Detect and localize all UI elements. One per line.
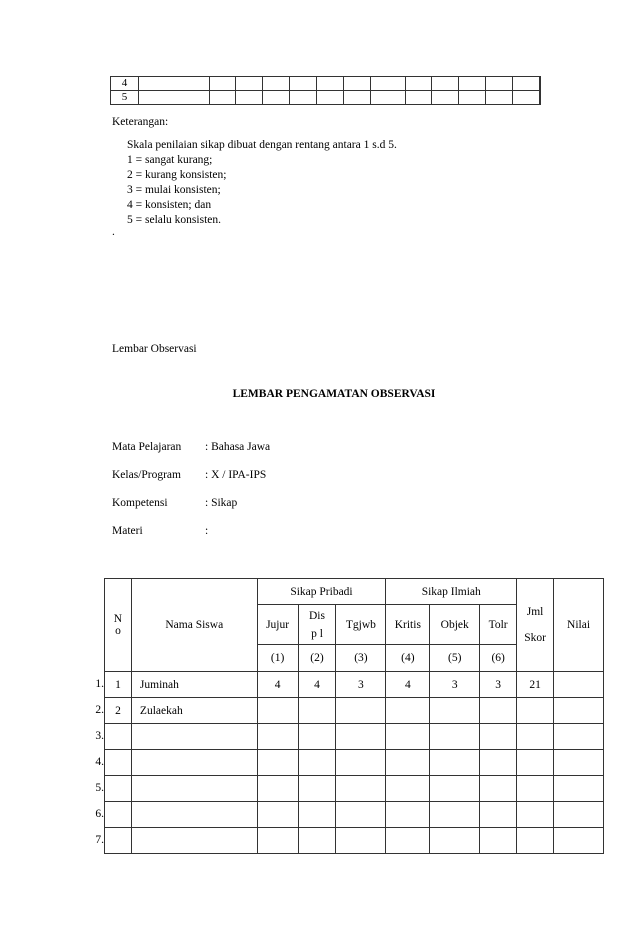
score-cell — [430, 828, 480, 854]
score-cell — [336, 724, 386, 750]
score-cell — [480, 698, 517, 724]
row-number-cell — [105, 724, 132, 750]
score-cell: 3 — [430, 672, 480, 698]
code-cell: (3) — [336, 645, 386, 672]
jml-skor-cell: 21 — [517, 672, 554, 698]
outer-row-number: 7. — [95, 834, 104, 846]
jml-skor-cell — [517, 750, 554, 776]
info-label: Mata Pelajaran — [112, 441, 182, 453]
student-name-cell — [131, 776, 257, 802]
score-cell: 4 — [386, 672, 430, 698]
score-cell — [386, 776, 430, 802]
score-cell — [480, 828, 517, 854]
score-cell — [257, 828, 298, 854]
score-cell — [430, 724, 480, 750]
outer-row-number: 1. — [95, 678, 104, 690]
row-number: 5 — [111, 91, 139, 105]
info-value: : Bahasa Jawa — [205, 441, 271, 453]
table-row — [105, 672, 604, 698]
score-cell — [480, 724, 517, 750]
score-cell — [298, 828, 336, 854]
no-header: N o — [105, 579, 132, 672]
outer-row-number: 2. — [95, 704, 104, 716]
score-scale-table — [110, 76, 541, 105]
student-name-cell: Juminah — [131, 672, 257, 698]
info-label: Kompetensi — [112, 497, 168, 509]
info-label: Kelas/Program — [112, 469, 181, 481]
student-name-cell — [131, 802, 257, 828]
keterangan-title: Keterangan: — [112, 116, 169, 128]
score-cell — [386, 802, 430, 828]
score-cell: 4 — [298, 672, 336, 698]
table-row — [105, 776, 604, 802]
score-cell — [298, 750, 336, 776]
score-cell — [386, 828, 430, 854]
table-row — [111, 91, 541, 105]
sub-header: Disp l — [298, 605, 336, 645]
table-row — [105, 828, 604, 854]
score-cell: 4 — [257, 672, 298, 698]
nilai-cell — [554, 776, 604, 802]
score-cell — [298, 776, 336, 802]
keterangan-line: 4 = konsisten; dan — [127, 199, 212, 211]
score-cell — [298, 802, 336, 828]
table-row — [111, 77, 541, 91]
jml-skor-cell — [517, 698, 554, 724]
row-number-cell: 1 — [105, 672, 132, 698]
score-cell — [386, 724, 430, 750]
name-header: Nama Siswa — [131, 579, 257, 672]
keterangan-line: 5 = selalu konsisten. — [127, 214, 222, 226]
sub-header: Objek — [430, 605, 480, 645]
nilai-cell — [554, 672, 604, 698]
row-number: 4 — [111, 77, 139, 91]
page-title: LEMBAR PENGAMATAN OBSERVASI — [232, 388, 436, 400]
table-row — [105, 750, 604, 776]
info-value: : Sikap — [205, 497, 238, 509]
score-cell — [430, 750, 480, 776]
score-cell — [386, 698, 430, 724]
section-label: Lembar Observasi — [112, 343, 197, 355]
code-cell: (2) — [298, 645, 336, 672]
jml-skor-cell — [517, 828, 554, 854]
score-cell — [257, 724, 298, 750]
dot-mark: . — [112, 226, 115, 238]
row-number-cell: 2 — [105, 698, 132, 724]
score-cell — [480, 802, 517, 828]
student-name-cell: Zulaekah — [131, 698, 257, 724]
header-row — [105, 579, 604, 605]
nilai-cell — [554, 698, 604, 724]
info-row-materi — [112, 525, 208, 537]
info-row-kompetensi — [112, 497, 237, 509]
score-cell — [257, 802, 298, 828]
sub-header: Jujur — [257, 605, 298, 645]
score-cell — [336, 776, 386, 802]
student-name-cell — [131, 750, 257, 776]
score-cell — [298, 724, 336, 750]
code-cell: (4) — [386, 645, 430, 672]
table-row — [105, 724, 604, 750]
sub-header: Tgjwb — [336, 605, 386, 645]
nilai-cell — [554, 802, 604, 828]
score-cell — [480, 750, 517, 776]
student-name-cell — [131, 828, 257, 854]
score-cell: 3 — [336, 672, 386, 698]
nilai-cell — [554, 750, 604, 776]
code-cell: (6) — [480, 645, 517, 672]
score-cell — [298, 698, 336, 724]
table-row — [105, 802, 604, 828]
sub-header: Tolr — [480, 605, 517, 645]
info-label: Materi — [112, 525, 143, 537]
info-value: : — [205, 525, 209, 537]
code-cell: (1) — [257, 645, 298, 672]
score-cell — [336, 750, 386, 776]
score-cell — [430, 698, 480, 724]
keterangan-line: 1 = sangat kurang; — [127, 154, 213, 166]
jml-skor-cell — [517, 724, 554, 750]
score-cell — [336, 828, 386, 854]
outer-row-number: 3. — [95, 730, 104, 742]
row-number-cell — [105, 776, 132, 802]
group-header-ilmiah: Sikap Ilmiah — [386, 579, 517, 605]
jml-skor-header: Jml Skor — [517, 579, 554, 672]
score-cell: 3 — [480, 672, 517, 698]
outer-row-number: 6. — [95, 808, 104, 820]
sub-header: Kritis — [386, 605, 430, 645]
code-cell: (5) — [430, 645, 480, 672]
row-number-cell — [105, 828, 132, 854]
nilai-header: Nilai — [554, 579, 604, 672]
score-cell — [257, 750, 298, 776]
outer-row-number: 4. — [95, 756, 104, 768]
keterangan-line: Skala penilaian sikap dibuat dengan rentang antara 1 s.d 5. — [127, 139, 397, 151]
score-cell — [336, 698, 386, 724]
score-cell — [257, 776, 298, 802]
nilai-cell — [554, 828, 604, 854]
student-name-cell — [131, 724, 257, 750]
row-number-cell — [105, 802, 132, 828]
score-cell — [430, 776, 480, 802]
score-cell — [257, 698, 298, 724]
keterangan-line: 2 = kurang konsisten; — [127, 169, 227, 181]
keterangan-line: 3 = mulai konsisten; — [127, 184, 221, 196]
observation-table — [104, 578, 604, 854]
row-number-cell — [105, 750, 132, 776]
info-value: : X / IPA-IPS — [205, 469, 267, 481]
outer-row-number: 5. — [95, 782, 104, 794]
table-row — [105, 698, 604, 724]
info-row-mata-pelajaran — [112, 441, 270, 453]
score-cell — [336, 802, 386, 828]
nilai-cell — [554, 724, 604, 750]
jml-skor-cell — [517, 802, 554, 828]
jml-skor-cell — [517, 776, 554, 802]
score-cell — [480, 776, 517, 802]
info-row-kelas — [112, 469, 266, 481]
score-cell — [430, 802, 480, 828]
group-header-pribadi: Sikap Pribadi — [257, 579, 386, 605]
score-cell — [386, 750, 430, 776]
